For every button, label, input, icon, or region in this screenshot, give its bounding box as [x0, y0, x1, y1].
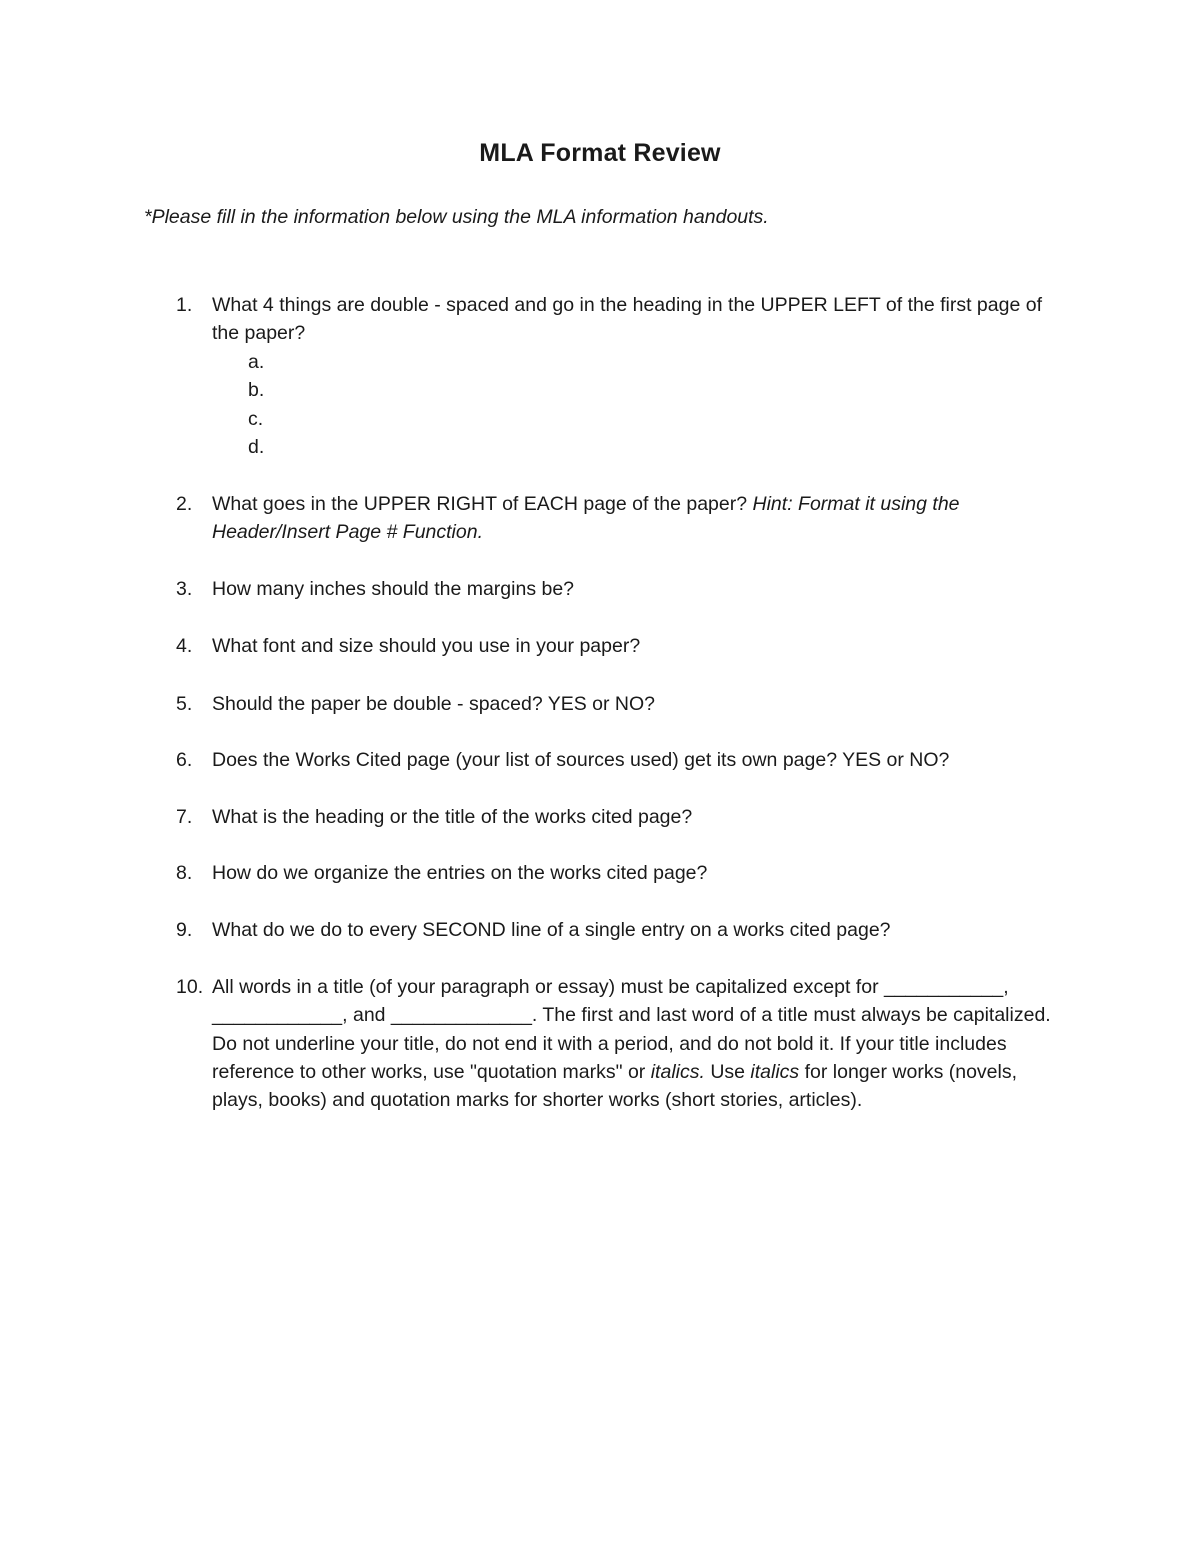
question-number: 10. — [176, 976, 204, 998]
question-text: What do we do to every SECOND line of a single entry on a works cited page? — [212, 919, 891, 941]
question-text: What is the heading or the title of the works cited page? — [212, 806, 693, 828]
question-text: Should the paper be double - spaced? YES or NO? — [212, 693, 656, 715]
answer-item-a: a. — [248, 351, 265, 373]
question-number: 2. — [176, 493, 193, 515]
question-hint: Hint: Format it using the Header/Insert Page # Function. — [212, 493, 960, 544]
answer-item-c: c. — [248, 408, 264, 430]
question-number: 9. — [176, 919, 193, 941]
question-text: What goes in the UPPER RIGHT of EACH page of the paper? — [212, 493, 748, 515]
page-title: MLA Format Review — [479, 139, 721, 167]
question-text-cont: Use — [704, 1060, 751, 1083]
question-number: 4. — [176, 635, 193, 657]
answer-item-d: d. — [248, 436, 265, 458]
question-number: 6. — [176, 749, 193, 771]
italic-word: italics — [750, 1060, 800, 1083]
question-number: 1. — [176, 294, 193, 316]
question-number: 8. — [176, 862, 193, 884]
question-text: What 4 things are double - spaced and go in the heading in the UPPER LEFT of the first page of the paper? — [212, 294, 1042, 345]
question-text: Does the Works Cited page (your list of sources used) get its own page? YES or NO? — [212, 749, 950, 771]
question-text: How many inches should the margins be? — [212, 578, 575, 600]
instructions: *Please fill in the information below using the MLA information handouts. — [144, 206, 769, 228]
question-text: All words in a title (of your paragraph or essay) must be capitalized except for ___________, ____________, and _____________. The first and last word of a title must always be capitalized. Do not underline your title, do not end it with a period, and do not bold it. If your title includes reference to other works, use "quotation marks" or — [212, 976, 1051, 1083]
question-text-wrap — [212, 490, 1072, 547]
question-text-wrap — [212, 973, 1072, 1114]
question-text: How do we organize the entries on the works cited page? — [212, 862, 708, 884]
question-text: What font and size should you use in your paper? — [212, 635, 641, 657]
question-text-end: for longer works (novels, plays, books) and quotation marks for shorter works (short stories, articles). — [212, 1060, 1018, 1112]
question-number: 7. — [176, 806, 193, 828]
italic-word: italics. — [650, 1060, 705, 1083]
question-number: 5. — [176, 693, 193, 715]
answer-item-b: b. — [248, 379, 265, 401]
question-number: 3. — [176, 578, 193, 600]
